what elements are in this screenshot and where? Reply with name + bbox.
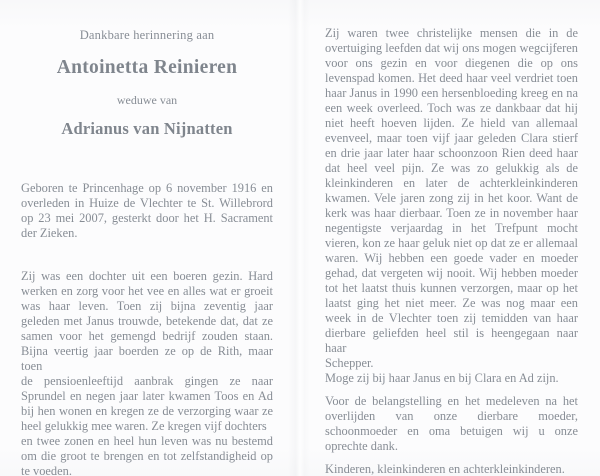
text-line: Geboren te Princenhage op 6 november 1916 en	[21, 181, 273, 195]
text-line: kwamen. Vele jaren zong zij in het koor. Want de	[325, 191, 578, 205]
text-line: Schepper.	[325, 356, 374, 370]
text-line: was haar leven. Toen zij bijna zeventig jaar	[21, 299, 273, 313]
deceased-name: Antoinetta Reinieren	[56, 57, 238, 78]
text-line: tot het laatst thuis kunnen verzorgen, maar op het	[325, 281, 578, 295]
text-line: Sprundel en negen jaar later kwamen Toos en Ad	[21, 389, 273, 403]
text-line: niet heeft hoeven lijden. Ze hield van allemaal	[325, 116, 578, 130]
life-story-paragraph-continued	[21, 434, 273, 476]
text-line: en drie jaar later haar schoonzoon Rien deed haar	[325, 146, 578, 160]
center-fold	[288, 0, 310, 476]
signature-line	[325, 462, 578, 476]
text-line: bij hen wonen en kregen ze de verzorging waar ze	[21, 404, 273, 418]
text-line: levenspad komen. Het deed haar veel verdriet toen	[325, 71, 578, 85]
prayer-line	[325, 371, 578, 386]
text-line: overtuiging leefden dat wij ons mogen wegcijferen	[325, 41, 578, 55]
text-line: dierbare geliefden heel stil is heengegaan naar haar	[325, 326, 578, 355]
text-line: dat heel veel pijn. Ze was zo gelukkig als de	[325, 161, 578, 175]
text-line: overlijden van onze dierbare moeder,	[325, 409, 578, 423]
text-line: de pensioenleeftijd aanbrak gingen ze naar	[21, 374, 273, 388]
text-line: vieren, kon ze haar geluk niet op dat ze er allemaal	[325, 236, 578, 250]
text-line: Kinderen, kleinkinderen en achterkleinkinderen.	[325, 462, 565, 476]
relation-line: weduwe van	[116, 93, 178, 107]
text-line: Zij was een dochter uit een boeren gezin. Hard	[21, 269, 273, 283]
text-line: waren. Wij hebben een goede vader en moeder	[325, 251, 578, 265]
text-line: week in de Vlechter toen zij temidden van haar	[325, 311, 578, 325]
text-line: laatst ging het niet meer. Ze was nog maar een	[325, 296, 578, 310]
text-line: om die groot te brengen en tot zelfstandigheid op	[21, 449, 273, 463]
birth-death-paragraph	[21, 181, 273, 241]
text-line: heel gelukkig mee waren. Ze kregen vijf dochters	[21, 419, 267, 433]
left-page	[21, 0, 273, 476]
text-line: negentigste verjaardag in het Trefpunt mocht	[325, 221, 578, 235]
life-story-paragraph	[21, 269, 273, 434]
text-line: der Zieken.	[21, 226, 78, 240]
text-line: Voor de belangstelling en het medeleven na het	[325, 394, 578, 408]
memorial-paragraph	[325, 26, 578, 371]
card-header	[21, 29, 273, 137]
text-line: oprechte dank.	[325, 439, 398, 453]
text-line: schoonmoeder en oma betuigen wij u onze	[325, 424, 578, 438]
dedication-line: Dankbare herinnering aan	[79, 28, 215, 42]
text-line: evenveel, maar toen vijf jaar geleden Clara stierf	[325, 131, 578, 145]
text-line: en twee zonen en heel hun leven was nu bestemd	[21, 434, 273, 448]
text-line: overleden in Huize de Vlechter te St. Willebrord	[21, 196, 273, 210]
text-line: kleinkinderen en later de achterkleinkinderen	[325, 176, 578, 190]
text-line: Bijna veertig jaar boerden ze op de Rith, maar toen	[21, 344, 273, 373]
text-line: haar Janus in 1990 een hersenbloeding kreeg en na	[325, 86, 578, 100]
spouse-name: Adrianus van Nijnatten	[61, 119, 233, 138]
text-line: een week overleed. Toch was ze dankbaar dat hij	[325, 101, 578, 115]
thanks-paragraph	[325, 394, 578, 454]
text-line: samen voor het gemengd bedrijf zouden staan.	[21, 329, 273, 343]
text-line: voor ons gezin en voor diegenen die op ons	[325, 56, 578, 70]
text-line: op 23 mei 2007, gesterkt door het H. Sacrament	[21, 211, 273, 225]
text-line: te voeden.	[21, 464, 72, 476]
text-line: gehad, dat vergeten wij nooit. Wij hebben moeder	[325, 266, 578, 280]
text-line: geleden met Janus trouwde, betekende dat, dat ze	[21, 314, 273, 328]
right-page	[325, 0, 578, 476]
text-line: werken en zorg voor het vee en alles wat er groeit	[21, 284, 273, 298]
text-line: kerk was haar dierbaar. Toen ze in november haar	[325, 206, 578, 220]
text-line: Zij waren twee christelijke mensen die in de	[325, 26, 578, 40]
text-line: Moge zij bij haar Janus en bij Clara en Ad zijn.	[325, 371, 559, 385]
